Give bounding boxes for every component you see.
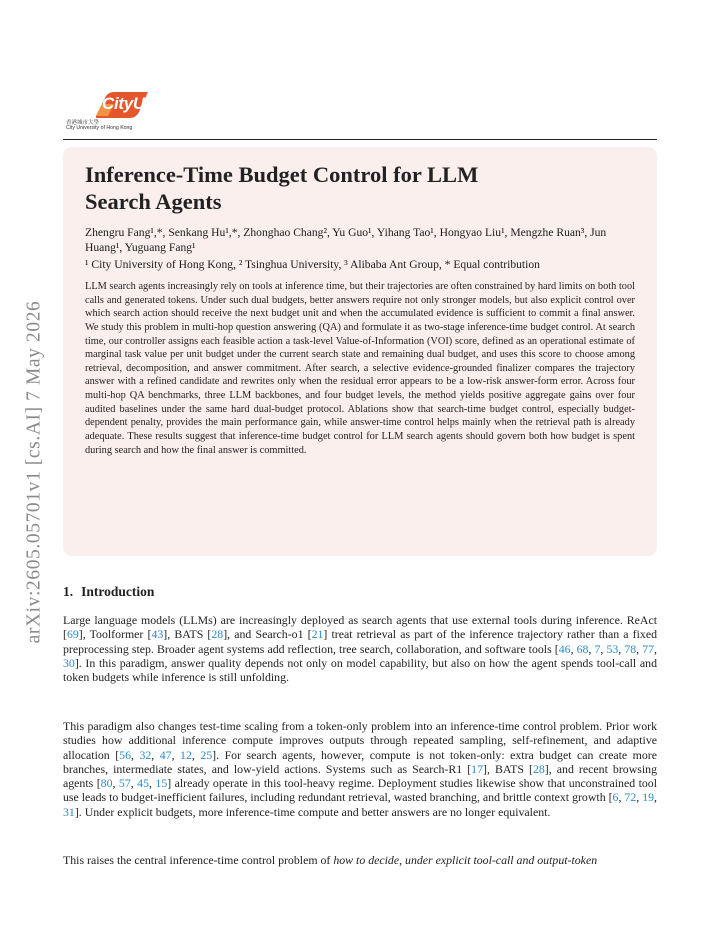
citation-link[interactable]: 46	[558, 641, 571, 656]
body-text: ] already operate in this tool-heavy regime. Deployment studies likewise show that unconstrained tool use leads to budget-inefficient failures, including redundant retrieval, wasted branching, and brittle context growth [	[63, 776, 658, 805]
citation-link[interactable]: 30	[63, 655, 75, 670]
body-text: ,	[130, 776, 138, 790]
citation-link[interactable]: 21	[311, 627, 324, 642]
body-text: ]. In this paradigm, answer quality depends not only on model capability, but also on how the agent spends tool-call and token budgets while inference is still unfolding.	[63, 655, 657, 684]
body-text: Large language models (LLMs) are increasingly deployed as search agents that use external tools during inference. ReAct [	[63, 613, 657, 642]
body-text: This paradigm also changes test-time scaling from a token-only problem into an inference-time control problem. Prior work studies how additional inference compute improves outputs through repeated sampling, self-refinement, and adaptive allocation [	[63, 719, 657, 762]
author-list: Zhengru Fang¹,*, Senkang Hu¹,*, Zhonghao Chang², Yu Guo¹, Yihang Tao¹, Hongyao Liu¹, Mengzhe Ruan³, Jun Huang¹, Yuguang Fang¹	[85, 226, 607, 254]
body-text: ]. Under explicit budgets, more inference-time compute and better answers are no longer equivalent.	[74, 804, 551, 819]
citation-link[interactable]: 47	[159, 747, 172, 762]
citation-link[interactable]: 72	[624, 790, 637, 805]
citation-link[interactable]: 69	[66, 627, 79, 642]
body-text: ,	[151, 747, 160, 762]
body-text: ,	[112, 776, 119, 790]
citation-link[interactable]: 56	[119, 747, 131, 762]
body-text: ,	[654, 790, 657, 805]
citation-link[interactable]: 80	[100, 776, 113, 790]
citation-link[interactable]: 32	[139, 747, 152, 762]
citation-link[interactable]: 31	[63, 804, 75, 819]
citation-link[interactable]: 15	[155, 776, 168, 790]
citation-link[interactable]: 28	[211, 627, 224, 642]
intro-paragraph-2	[63, 719, 657, 819]
citation-link[interactable]: 57	[118, 776, 131, 790]
body-text: ,	[588, 641, 595, 656]
section-title: Introduction	[81, 584, 155, 599]
body-text: ,	[171, 747, 181, 762]
citation-link[interactable]: 43	[151, 627, 164, 642]
emphasized-text: how to decide, under explicit tool-call and output-token	[333, 853, 598, 867]
body-text: This raises the central inference-time control problem of	[63, 853, 334, 867]
body-text: ,	[149, 776, 156, 790]
body-text: ], BATS [	[483, 761, 533, 776]
citation-link[interactable]: 7	[594, 641, 601, 656]
header-rule	[63, 139, 657, 140]
intro-paragraph-1	[63, 613, 657, 684]
cityu-logo-text: CityU	[102, 94, 145, 113]
citation-link[interactable]: 19	[642, 790, 655, 805]
citation-link[interactable]: 25	[200, 747, 213, 762]
body-text: ], and Search-o1 [	[223, 627, 312, 642]
citation-link[interactable]: 53	[606, 641, 619, 656]
arxiv-stamp	[22, 262, 46, 682]
citation-link[interactable]: 68	[576, 641, 589, 656]
body-text: ], Toolformer [	[78, 627, 152, 642]
body-text: ,	[130, 747, 140, 762]
body-text: ,	[618, 790, 625, 805]
cityu-logo-english-name: City University of Hong Kong	[66, 125, 133, 131]
citation-link[interactable]: 28	[532, 761, 545, 776]
body-text: ,	[618, 641, 625, 656]
citation-link[interactable]: 12	[180, 747, 192, 762]
affiliations: ¹ City University of Hong Kong, ² Tsinghua University, ³ Alibaba Ant Group, * Equal contribution	[85, 258, 540, 271]
body-text: ,	[636, 641, 643, 656]
body-text: ,	[600, 641, 607, 656]
abstract-card	[63, 147, 657, 556]
cityu-logo	[64, 92, 174, 134]
arxiv-stamp-text: arXiv:2605.05701v1 [cs.AI] 7 May 2026	[23, 300, 45, 644]
intro-paragraph-3	[63, 853, 657, 867]
section-heading-introduction	[63, 584, 154, 600]
citation-link[interactable]: 77	[642, 641, 655, 656]
body-text: ] treat retrieval as part of the inference trajectory rather than a fixed preprocessing step. Broader agent systems add reflection, tree search, collaboration, and software tools [	[63, 627, 658, 656]
body-text: ], and recent browsing agents [	[63, 761, 658, 790]
citation-link[interactable]: 6	[612, 790, 619, 805]
body-text: ,	[636, 790, 643, 805]
body-text: ], BATS [	[163, 627, 212, 642]
cityu-logo-chinese-name: 香港城市大學	[66, 120, 100, 126]
body-text: ,	[570, 641, 577, 656]
body-text: ]. For search agents, however, compute is not token-only: extra budget can create more branches, intermediate states, and low-yield actions. Systems such as Search-R1 [	[63, 747, 658, 776]
citation-link[interactable]: 78	[624, 641, 637, 656]
paper-title: Inference-Time Budget Control for LLM Search Agents	[85, 162, 479, 214]
body-text: ,	[654, 641, 657, 656]
citation-link[interactable]: 17	[471, 761, 483, 776]
body-text: ,	[191, 747, 201, 762]
abstract-text: LLM search agents increasingly rely on tools at inference time, but their trajectories are often constrained by hard limits on both tool calls and generated tokens. Under such dual budgets, better answers require not only stronger models, but also explicit control over which search action should receive the next budget unit and when the accumulated evidence is sufficient to commit a final answer. We study this problem in multi-hop question answering (QA) and formulate it as two-stage inference-time budget control. At search time, our controller assigns each feasible action a task-level Value-of-Information (VOI) score, defined as an operational estimate of marginal task value per unit budget under the current search state and remaining dual budget, and uses this score to choose among retrieval, decomposition, and answer commitment. After search, a selective evidence-grounded finalizer compares the trajectory answer with a refined candidate and rewrites only when the residual error appears to be a low-risk answer-form error. Across four multi-hop QA benchmarks, three LLM backbones, and four budget levels, the method yields positive aggregate gains over four audited baselines under the same hard dual-budget protocol. Ablations show that search-time budget control, especially budget-dependent penalty, provides the main performance gain, while answer-time control helps mainly when the retrieval path is already adequate. These results suggest that inference-time budget control for LLM search agents should govern both how budget is spent during search and how the final answer is committed.	[85, 281, 635, 456]
citation-link[interactable]: 45	[137, 776, 149, 790]
section-number: 1.	[63, 584, 74, 599]
